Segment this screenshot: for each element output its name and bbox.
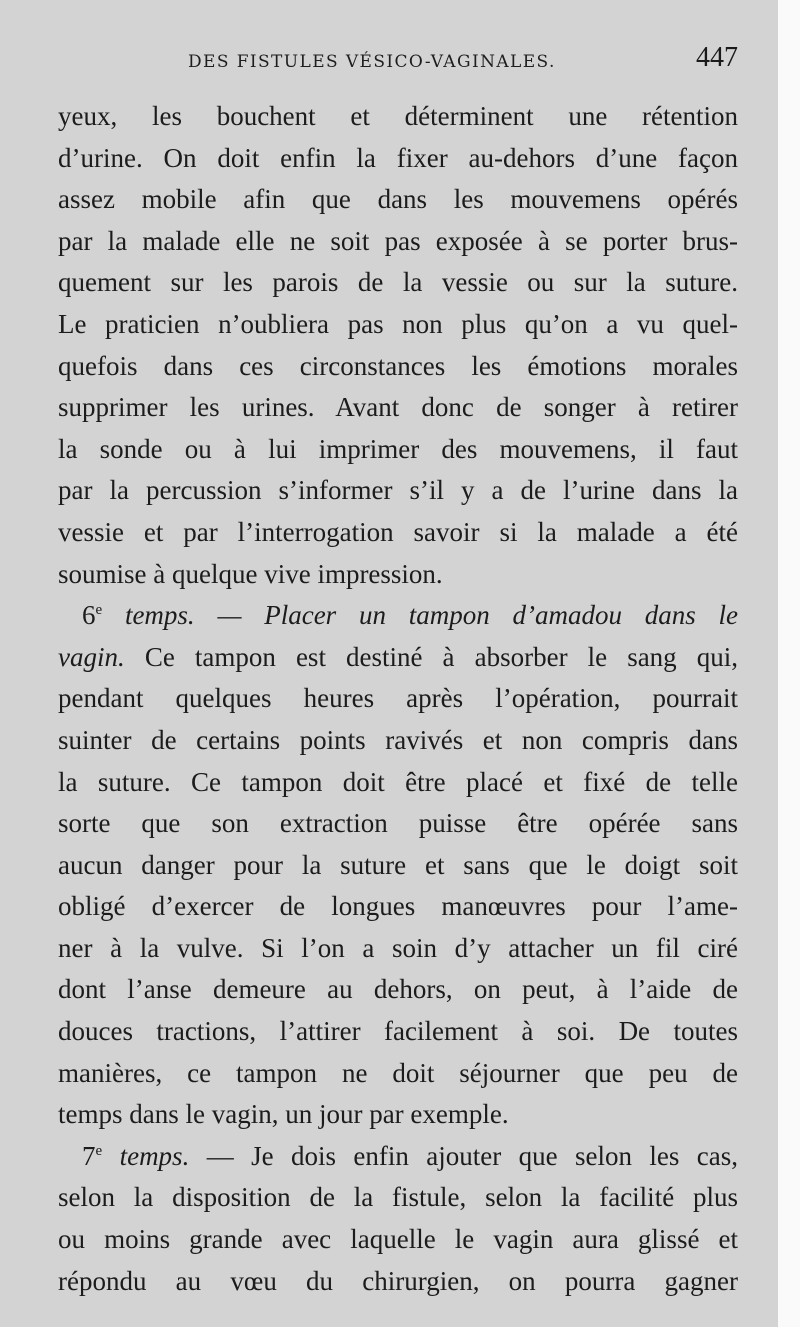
text-line: selon la disposition de la fistule, selon la facilité plus [58, 1182, 738, 1213]
text-line: assez mobile afin que dans les mouvemens opérés [58, 184, 738, 215]
text-line: soumise à quelque vive impression. [58, 558, 443, 589]
text-line: Le praticien n’oubliera pas non plus qu’on a vu quel- [58, 308, 738, 339]
page-header [58, 42, 738, 82]
step-superscript: e [95, 602, 103, 619]
text-line: par la percussion s’informer s’il y a de l’urine dans la [58, 475, 738, 506]
text-run: — Je dois enfin ajouter que selon les cas, [206, 1140, 739, 1171]
running-title: DES FISTULES VÉSICO-VAGINALES. [188, 52, 556, 72]
text-line: quement sur les parois de la vessie ou sur la suture. [58, 267, 738, 298]
step-number: 6 [82, 600, 96, 631]
text-line: par la malade elle ne soit pas exposée à se porter brus- [58, 225, 738, 256]
step-title: — Placer un tampon d’amadou dans le [217, 600, 738, 631]
section-heading-line [58, 1136, 738, 1178]
text-line: aucun danger pour la suture et sans que le doigt soit [58, 849, 738, 880]
text-line: douces tractions, l’attirer facilement à soi. De toutes [58, 1016, 738, 1047]
text-line: temps dans le vagin, un jour par exemple. [58, 1099, 509, 1130]
text-line: ou moins grande avec laquelle le vagin aura glissé et [58, 1224, 738, 1255]
step-label: temps. [119, 1140, 190, 1171]
text-line: d’urine. On doit enfin la fixer au-dehors d’une façon [58, 142, 738, 173]
text-line: suinter de certains points ravivés et non compris dans [58, 724, 738, 755]
text-line: supprimer les urines. Avant donc de songer à retirer [58, 392, 738, 423]
step-title-end: vagin. [58, 641, 125, 672]
step-label: temps. [124, 600, 195, 631]
text-line: obligé d’exercer de longues manœuvres pour l’ame- [58, 891, 738, 922]
page-margin [778, 0, 800, 1327]
body-text [58, 96, 738, 1302]
text-line: manières, ce tampon ne doit séjourner que peu de [58, 1057, 738, 1088]
section-heading-line [58, 595, 738, 637]
text-line: la suture. Ce tampon doit être placé et fixé de telle [58, 766, 738, 797]
text-line: répondu au vœu du chirurgien, on pourra gagner [58, 1265, 738, 1296]
page-number: 447 [696, 42, 738, 73]
text-line: quefois dans ces circonstances les émotions morales [58, 350, 738, 381]
text-line: la sonde ou à lui imprimer des mouvemens, il faut [58, 433, 738, 464]
text-line: yeux, les bouchent et déterminent une rétention [58, 101, 738, 131]
step-superscript: e [95, 1142, 103, 1159]
text-line: ner à la vulve. Si l’on a soin d’y attacher un fil ciré [58, 932, 738, 963]
text-line: vessie et par l’interrogation savoir si la malade a été [58, 516, 738, 547]
text-line: dont l’anse demeure au dehors, on peut, à l’aide de [58, 974, 738, 1005]
text-line [58, 637, 738, 679]
step-number: 7 [82, 1140, 96, 1171]
text-line: sorte que son extraction puisse être opérée sans [58, 808, 738, 839]
text-line: pendant quelques heures après l’opération, pourrait [58, 683, 738, 714]
text-run: Ce tampon est destiné à absorber le sang qui, [144, 641, 739, 672]
